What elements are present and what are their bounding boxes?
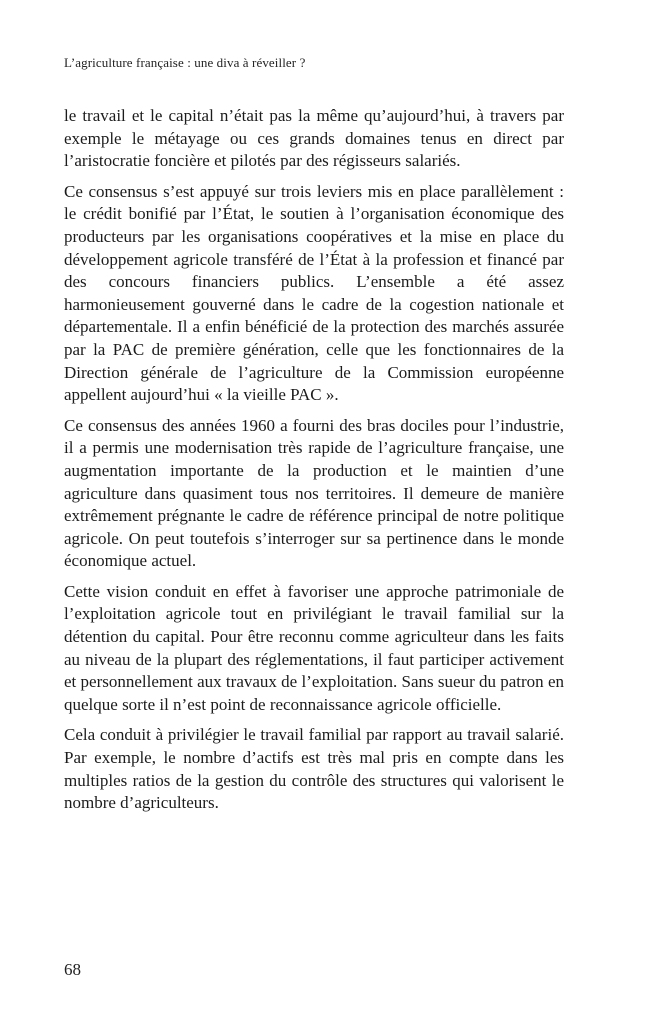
page-number: 68 xyxy=(64,960,81,979)
paragraph-1: le travail et le capital n’était pas la même qu’aujourd’hui, à travers par exemple le métayage ou ces grands domaines tenus en direct par l’aristocratie foncière et pilotés par des régisseurs salariés. xyxy=(64,106,564,171)
paragraph-5: Cela conduit à privilégier le travail familial par rapport au travail salarié. Par exemple, le nombre d’actifs est très mal pris en compte dans les multiples ratios de la gestion du contrôle des structures qui valorisent le nombre d’agriculteurs. xyxy=(64,725,564,813)
paragraph-4: Cette vision conduit en effet à favoriser une approche patrimoniale de l’exploitation agricole tout en privilégiant le travail familial sur la détention du capital. Pour être reconnu comme agriculteur dans les faits au niveau de la plupart des réglementations, il faut participer activement et personnellement aux travaux de l’exploitation. Sans sueur du patron en quelque sorte il n’est point de reconnaissance agricole officielle. xyxy=(64,581,564,714)
body-text xyxy=(64,105,564,823)
running-head: L’agriculture française : une diva à réveiller ? xyxy=(64,55,306,70)
paragraph-3: Ce consensus des années 1960 a fourni des bras dociles pour l’industrie, il a permis une modernisation très rapide de l’agriculture française, une augmentation importante de la production et le maintien d’une agriculture dans quasiment tous nos territoires. Il demeure de manière extrêmement prégnante le cadre de référence principal de notre politique agricole. On peut toutefois s’interroger sur sa pertinence dans le monde économique actuel. xyxy=(64,415,564,571)
paragraph-2: Ce consensus s’est appuyé sur trois leviers mis en place parallèlement : le crédit bonifié par l’État, le soutien à l’organisation économique des producteurs par les organisations coopératives et la mise en place du développement agricole transféré de l’État à la profession et financé par des concours financiers publics. L’ensemble a été assez harmonieusement gouverné dans le cadre de la cogestion nationale et départementale. Il a enfin bénéficié de la protection des marchés assurée par la PAC de première génération, celle que les fonctionnaires de la Direction générale de l’agriculture de la Commission européenne appellent aujourd’hui « la vieille PAC ». xyxy=(64,181,564,405)
